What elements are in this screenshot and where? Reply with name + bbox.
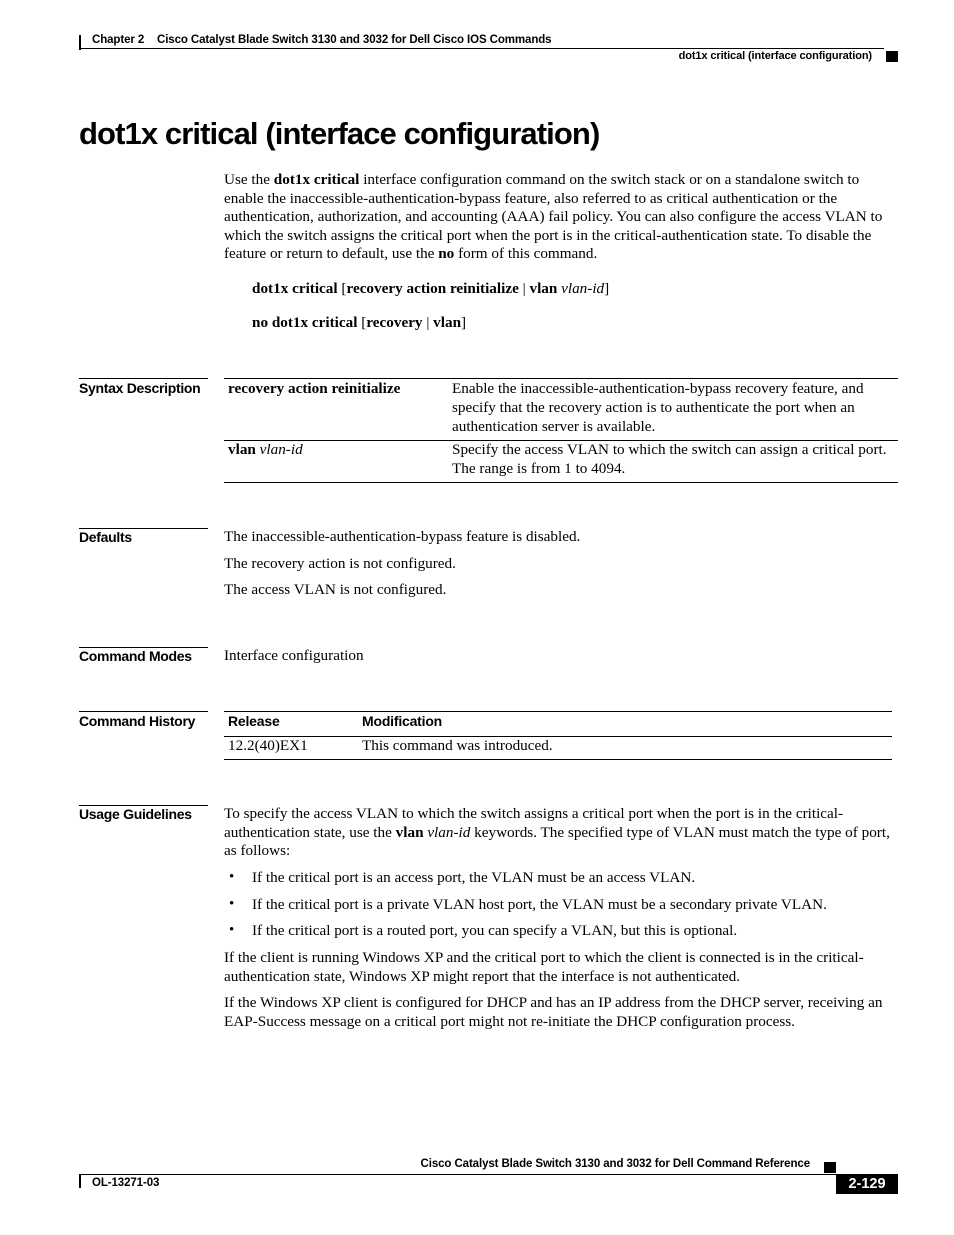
header-marker bbox=[886, 51, 898, 62]
history-header-modification: Modification bbox=[362, 713, 443, 729]
bullet-icon: • bbox=[229, 922, 235, 938]
header-rule bbox=[79, 48, 884, 49]
footer-bar bbox=[79, 1174, 81, 1188]
history-row-release: 12.2(40)EX1 bbox=[228, 737, 308, 754]
history-table-header-rule bbox=[224, 736, 892, 737]
usage-bullet-1: If the critical port is an access port, the VLAN must be an access VLAN. bbox=[252, 869, 696, 886]
defaults-line-3: The access VLAN is not configured. bbox=[224, 581, 447, 598]
syntax-table-bottom-rule bbox=[224, 482, 898, 483]
usage-bullet-3: If the critical port is a routed port, you can specify a VLAN, but this is optional. bbox=[252, 922, 738, 939]
command-history-rule bbox=[79, 711, 208, 712]
usage-guidelines-label: Usage Guidelines bbox=[79, 806, 192, 822]
bullet-icon: • bbox=[229, 869, 235, 885]
bullet-icon: • bbox=[229, 896, 235, 912]
defaults-line-1: The inaccessible-authentication-bypass feature is disabled. bbox=[224, 528, 581, 545]
syntax-row-1-keyword: recovery action reinitialize bbox=[228, 380, 401, 397]
intro-no-keyword: no bbox=[438, 245, 455, 263]
command-modes-label: Command Modes bbox=[79, 648, 192, 664]
syntax-line-disable: no dot1x critical [recovery | vlan] bbox=[252, 314, 467, 331]
command-history-label: Command History bbox=[79, 713, 196, 729]
defaults-label: Defaults bbox=[79, 529, 132, 545]
syntax-line-enable: dot1x critical [recovery action reinitialize | vlan vlan-id] bbox=[252, 280, 610, 297]
page-title: dot1x critical (interface configuration) bbox=[79, 116, 600, 151]
header-section: dot1x critical (interface configuration) bbox=[678, 50, 872, 62]
usage-paragraph-2: If the client is running Windows XP and the critical port to which the client is connected is in the critical-authentication state, Windows XP might report that the interface is not authenticated. bbox=[224, 949, 864, 985]
history-row-modification: This command was introduced. bbox=[362, 737, 553, 754]
syntax-description-label: Syntax Description bbox=[79, 380, 201, 396]
syntax-description-rule bbox=[79, 378, 208, 379]
footer-marker bbox=[824, 1162, 836, 1173]
footer-book-title: Cisco Catalyst Blade Switch 3130 and 3032 for Dell Command Reference bbox=[420, 1158, 810, 1170]
usage-paragraph-3: If the Windows XP client is configured for DHCP and has an IP address from the DHCP server, receiving an EAP-Success message on a critical port might not re-initiate the DHCP configuration process. bbox=[224, 994, 883, 1030]
usage-paragraph-1: To specify the access VLAN to which the switch assigns a critical port when the port is in the critical-authentication state, use the vlan vlan-id keywords. The specified type of VLAN must match the type of port, as follows: bbox=[224, 805, 890, 860]
defaults-line-2: The recovery action is not configured. bbox=[224, 555, 456, 572]
command-modes-text: Interface configuration bbox=[224, 647, 364, 664]
history-table-top-rule bbox=[224, 711, 892, 712]
intro-keyword: dot1x critical bbox=[273, 171, 360, 188]
history-table-bottom-rule bbox=[224, 759, 892, 760]
header-book-title: Cisco Catalyst Blade Switch 3130 and 3032 for Dell Cisco IOS Commands bbox=[157, 34, 552, 46]
usage-bullet-2: If the critical port is a private VLAN host port, the VLAN must be a secondary private VLAN. bbox=[252, 896, 827, 913]
syntax-row-2-keyword: vlan vlan-id bbox=[228, 441, 303, 458]
footer-doc-id: OL-13271-03 bbox=[92, 1177, 160, 1189]
header-chapter: Chapter 2 bbox=[92, 34, 145, 46]
syntax-row-2-description: Specify the access VLAN to which the switch can assign a critical port. The range is from 1 to 4094. bbox=[452, 441, 887, 477]
intro-paragraph: Use the dot1x critical interface configuration command on the switch stack or on a standalone switch to enable the inaccessible-authentication-bypass feature, also referred to as critical authentication or the authentication, authorization, and accounting (AAA) fail policy. You can also configure the access VLAN to which the switch assigns the critical port when the port is in the critical-authentication state. To disable the feature or return to default, use the no form of this command. bbox=[224, 171, 883, 263]
syntax-row-1-description: Enable the inaccessible-authentication-bypass recovery feature, and specify that the recovery action is to authenticate the port when an authentication server is available. bbox=[452, 380, 864, 435]
footer-rule bbox=[79, 1174, 898, 1175]
page-number: 2-129 bbox=[836, 1175, 898, 1194]
history-header-release: Release bbox=[228, 713, 280, 729]
